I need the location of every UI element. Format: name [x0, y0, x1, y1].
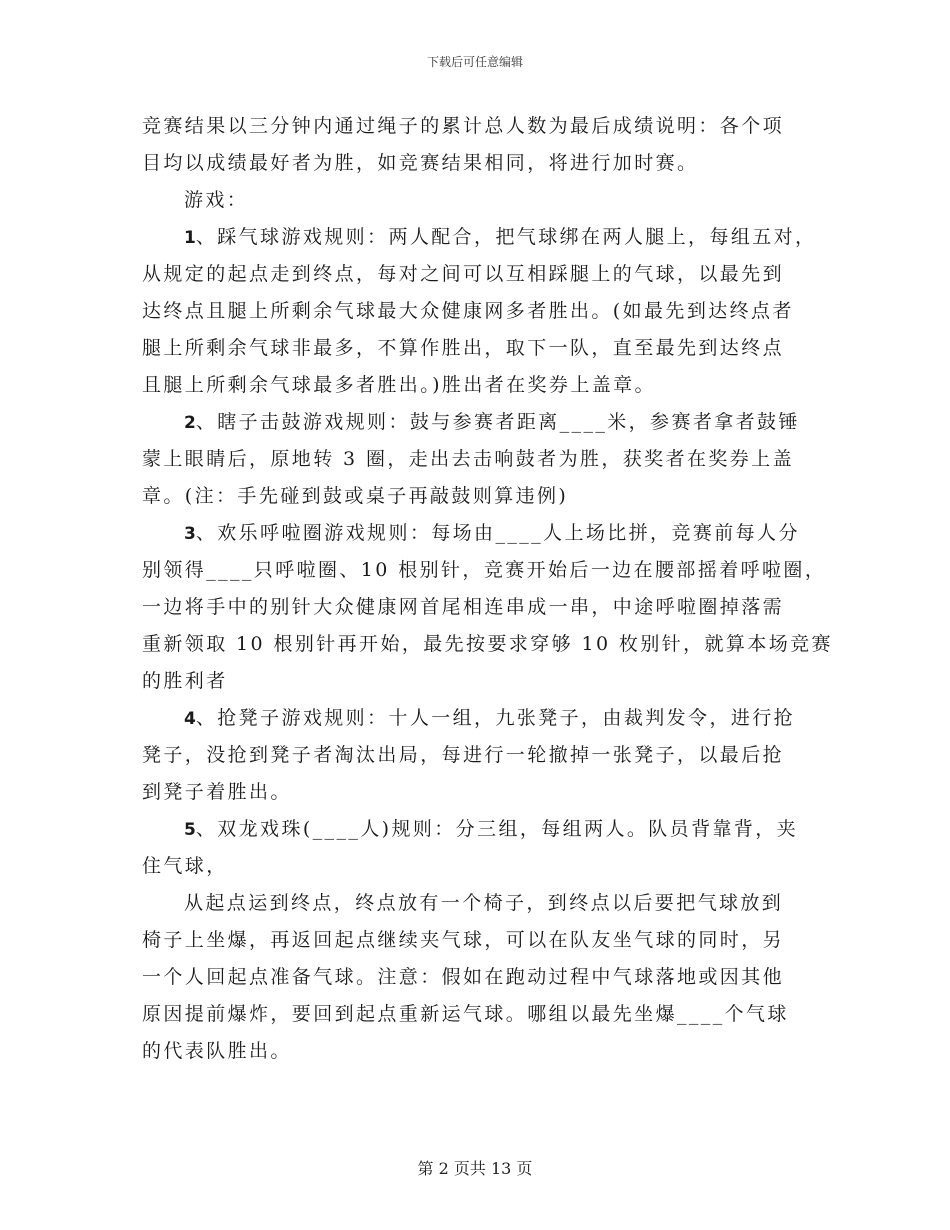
text-line: [142, 626, 833, 663]
page-header: 下载后可任意编辑: [426, 55, 523, 69]
line-text: 、踩气球游戏规则：两人配合，把气球绑在两人腿上，每组五对，: [195, 226, 817, 248]
line-text: 从起点运到终点，终点放有一个椅子，到终点以后要把气球放到: [184, 892, 784, 914]
text-line: [142, 811, 818, 848]
line-text: 腿上所剩余气球非最多，不算作胜出，取下一队，直至最先到达终点: [142, 337, 785, 359]
line-text: 且腿上所剩余气球最多者胜出。)胜出者在奖券上盖章。: [142, 374, 656, 396]
text-line: [142, 441, 818, 478]
line-text: 从规定的起点走到终点，每对之间可以互相踩腿上的气球，以最先到: [142, 263, 785, 285]
text-line: [142, 663, 818, 700]
line-text: 竞赛结果以三分钟内通过绳子的累计总人数为最后成绩说明：各个项: [142, 115, 785, 137]
line-text: 蒙上眼睛后，原地转 3 圈，走出去击响鼓者为胜，获奖者在奖券上盖: [142, 448, 794, 470]
line-text: 一边将手中的别针大众健康网首尾相连串成一串，中途呼啦圈掉落需: [142, 596, 785, 618]
item-number: 2: [184, 413, 196, 433]
line-text: 别领得____只呼啦圈、10 根别针，竞赛开始后一边在腰部摇着呼啦圈，: [142, 559, 827, 581]
text-line: [142, 589, 818, 626]
line-text: 一个人回起点准备气球。注意：假如在跑动过程中气球落地或因其他: [142, 966, 785, 988]
text-line: [142, 367, 818, 404]
text-line: [142, 330, 818, 367]
text-line: [142, 848, 818, 885]
page-footer: 第 2 页共 13 页: [417, 1159, 533, 1178]
text-line: [142, 700, 818, 737]
text-line: [142, 737, 818, 774]
line-text: 原因提前爆炸，要回到起点重新运气球。哪组以最先坐爆____个气球: [142, 1003, 789, 1025]
line-text: 游戏：: [184, 189, 249, 211]
text-line: [142, 404, 818, 441]
text-line: [142, 182, 818, 219]
text-line: [142, 145, 818, 182]
text-line: [142, 922, 818, 959]
line-text: 目均以成绩最好者为胜，如竞赛结果相同，将进行加时赛。: [142, 152, 699, 174]
text-line: [142, 774, 818, 811]
text-line: [142, 996, 818, 1033]
line-text: 凳子，没抢到凳子者淘汰出局，每进行一轮撤掉一张凳子，以最后抢: [142, 744, 785, 766]
line-text: 章。(注：手先碰到鼓或桌子再敲鼓则算违例): [142, 485, 569, 507]
item-number: 3: [184, 524, 196, 544]
text-line: [142, 219, 818, 256]
text-line: [142, 959, 818, 996]
line-text: 重新领取 10 根别针再开始，最先按要求穿够 10 枚别针，就算本场竞赛: [142, 633, 833, 655]
text-line: [142, 293, 818, 330]
line-text: 、瞎子击鼓游戏规则：鼓与参赛者距离____米，参赛者拿者鼓锤: [195, 411, 800, 433]
line-text: 椅子上坐爆，再返回起点继续夹气球，可以在队友坐气球的同时，另: [142, 929, 785, 951]
text-line: [142, 885, 818, 922]
item-number: 1: [184, 228, 196, 248]
text-line: [142, 256, 818, 293]
text-line: [142, 1033, 818, 1070]
line-text: 住气球，: [142, 855, 228, 877]
text-line: [142, 478, 818, 515]
item-number: 5: [184, 820, 196, 840]
line-text: 的胜利者: [142, 670, 228, 692]
line-text: 、抢凳子游戏规则：十人一组，九张凳子，由裁判发令，进行抢: [195, 707, 796, 729]
text-line: [142, 552, 827, 589]
item-number: 4: [184, 709, 196, 729]
line-text: 、双龙戏珠(____人)规则：分三组，每组两人。队员背靠背，夹: [195, 818, 799, 840]
document-body: [142, 108, 833, 1070]
line-text: 、欢乐呼啦圈游戏规则：每场由____人上场比拼，竞赛前每人分: [195, 522, 800, 544]
text-line: [142, 515, 818, 552]
line-text: 的代表队胜出。: [142, 1040, 292, 1062]
line-text: 达终点且腿上所剩余气球最大众健康网多者胜出。(如最先到达终点者: [142, 300, 794, 322]
line-text: 到凳子着胜出。: [142, 781, 292, 803]
text-line: [142, 108, 818, 145]
